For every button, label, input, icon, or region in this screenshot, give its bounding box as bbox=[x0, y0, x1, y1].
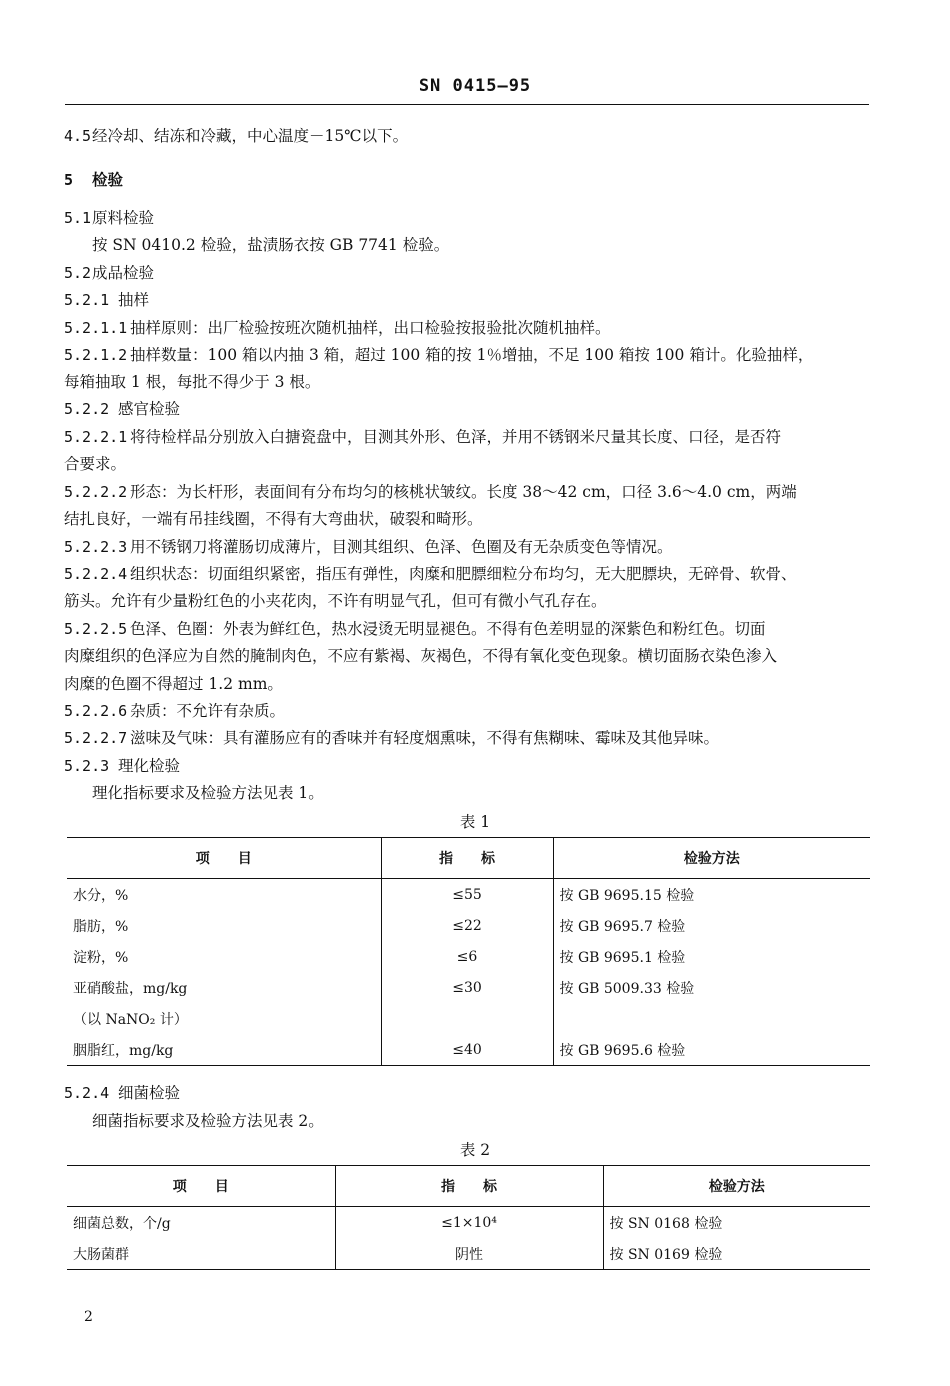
table-row bbox=[67, 941, 870, 972]
clause-5-1-text: 按 SN 0410.2 检验，盐渍肠衣按 GB 7741 检验。 bbox=[92, 236, 450, 254]
table-row bbox=[67, 972, 870, 1003]
table-row bbox=[67, 1003, 870, 1034]
clause-5-2-2-7: 5.2.2.7 滋味及气味：具有灌肠应有的香味并有轻度烟熏味，不得有焦糊味、霉味及其他异味。 bbox=[64, 729, 720, 747]
clause-5-2-2-2-cont: 结扎良好，一端有吊挂线圈，不得有大弯曲状，破裂和畸形。 bbox=[64, 510, 483, 528]
clause-5-2-3: 5.2.3 理化检验 bbox=[64, 757, 181, 775]
clause-5-2-2: 5.2.2 感官检验 bbox=[64, 400, 181, 418]
clause-5-2-4: 5.2.4 细菌检验 bbox=[64, 1084, 181, 1102]
clause-5-2-2-5: 5.2.2.5 色泽、色圈：外表为鲜红色，热水浸烫无明显褪色。不得有色差明显的深紫色和粉红色。切面 bbox=[64, 620, 766, 638]
clause-5-2-2-5-cont2: 肉糜的色圈不得超过 1.2 mm。 bbox=[64, 675, 283, 693]
table-cell: ≤6 bbox=[381, 941, 553, 972]
clause-5-2: 5.2成品检验 bbox=[64, 264, 155, 282]
table-cell: 阴性 bbox=[335, 1238, 603, 1270]
clause-5-2-1-2: 5.2.1.2 抽样数量：100 箱以内抽 3 箱，超过 100 箱的按 1％增抽，不足 100 箱按 100 箱计。化验抽样， bbox=[64, 346, 814, 364]
clause-4-5: 4.5经冷却、结冻和冷藏，中心温度－15℃以下。 bbox=[64, 127, 409, 145]
table-cell: 按 GB 9695.6 检验 bbox=[553, 1034, 870, 1066]
table-cell bbox=[381, 1003, 553, 1034]
table-cell: 水分，% bbox=[73, 887, 129, 904]
table-cell: 按 SN 0169 检验 bbox=[603, 1238, 870, 1270]
clause-5-2-2-3: 5.2.2.3 用不锈钢刀将灌肠切成薄片，目测其组织、色泽、色圈及有无杂质变色等情况。 bbox=[64, 538, 673, 556]
table-cell: 大肠菌群 bbox=[73, 1246, 129, 1263]
table-row bbox=[67, 1207, 870, 1239]
table2-header: 项 目 bbox=[67, 1166, 335, 1207]
page-number: 2 bbox=[84, 1309, 93, 1325]
clause-5-2-2-6: 5.2.2.6 杂质：不允许有杂质。 bbox=[64, 702, 286, 720]
clause-5-2-1: 5.2.1 抽样 bbox=[64, 291, 150, 309]
table-cell: ≤40 bbox=[381, 1034, 553, 1066]
table-2 bbox=[67, 1165, 870, 1270]
table-cell: 细菌总数，个/g bbox=[73, 1215, 171, 1232]
document-code: SN 0415—95 bbox=[418, 76, 532, 96]
table1-header: 检验方法 bbox=[553, 838, 870, 879]
table-cell: 按 GB 9695.1 检验 bbox=[553, 941, 870, 972]
table1-header: 指 标 bbox=[381, 838, 553, 879]
table2-header-row bbox=[67, 1166, 870, 1207]
clause-5-1: 5.1原料检验 bbox=[64, 209, 155, 227]
table-row bbox=[67, 1238, 870, 1270]
table-cell: 按 GB 9695.7 检验 bbox=[553, 910, 870, 941]
table-cell: 胭脂红，mg/kg bbox=[73, 1042, 174, 1059]
clause-5-2-2-4-cont: 筋头。允许有少量粉红色的小夹花肉，不许有明显气孔，但可有微小气孔存在。 bbox=[64, 592, 607, 610]
table1-header-row bbox=[67, 838, 870, 879]
clause-5-2-2-1-cont: 合要求。 bbox=[64, 455, 127, 473]
table-cell: 脂肪，% bbox=[73, 918, 129, 935]
table-cell: ≤55 bbox=[381, 879, 553, 911]
table2-caption: 表 2 bbox=[459, 1141, 491, 1159]
table-cell: 按 GB 9695.15 检验 bbox=[553, 879, 870, 911]
table-cell bbox=[553, 1003, 870, 1034]
clause-5-2-2-5-cont1: 肉糜组织的色泽应为自然的腌制肉色，不应有紫褐、灰褐色，不得有氧化变色现象。横切面肠衣染色渗入 bbox=[64, 647, 778, 665]
table-cell: 亚硝酸盐，mg/kg bbox=[73, 980, 188, 997]
table-cell: ≤22 bbox=[381, 910, 553, 941]
table-1 bbox=[67, 837, 870, 1066]
clause-5-2-2-1: 5.2.2.1 将待检样品分别放入白搪瓷盘中，目测其外形、色泽，并用不锈钢米尺量其长度、口径，是否符 bbox=[64, 428, 782, 446]
table-cell: ≤30 bbox=[381, 972, 553, 1003]
table1-caption: 表 1 bbox=[459, 813, 491, 831]
table-row bbox=[67, 879, 870, 911]
table2-header: 指 标 bbox=[335, 1166, 603, 1207]
table2-header: 检验方法 bbox=[603, 1166, 870, 1207]
table-row bbox=[67, 1034, 870, 1066]
table-cell: （以 NaNO₂ 计） bbox=[73, 1011, 188, 1028]
table-cell: ≤1×10⁴ bbox=[335, 1207, 603, 1239]
table-cell: 按 GB 5009.33 检验 bbox=[553, 972, 870, 1003]
table-cell: 淀粉，% bbox=[73, 949, 129, 966]
clause-5-2-1-2-cont: 每箱抽取 1 根，每批不得少于 3 根。 bbox=[64, 373, 321, 391]
clause-5-2-3-text: 理化指标要求及检验方法见表 1。 bbox=[92, 784, 324, 802]
table-row bbox=[67, 910, 870, 941]
clause-5-2-4-text: 细菌指标要求及检验方法见表 2。 bbox=[92, 1112, 324, 1130]
table1-header: 项 目 bbox=[67, 838, 381, 879]
clause-5-2-2-4: 5.2.2.4 组织状态：切面组织紧密，指压有弹性，肉糜和肥膘细粒分布均匀，无大肥膘块，无碎骨、软骨、 bbox=[64, 565, 797, 583]
table-cell: 按 SN 0168 检验 bbox=[603, 1207, 870, 1239]
clause-5-2-2-2: 5.2.2.2 形态：为长杆形，表面间有分布均匀的核桃状皱纹。长度 38～42 cm，口径 3.6～4.0 cm，两端 bbox=[64, 483, 797, 501]
section-5-heading: 5 检验 bbox=[64, 170, 124, 189]
clause-5-2-1-1: 5.2.1.1 抽样原则：出厂检验按班次随机抽样，出口检验按报验批次随机抽样。 bbox=[64, 319, 611, 337]
header-rule bbox=[65, 104, 869, 105]
